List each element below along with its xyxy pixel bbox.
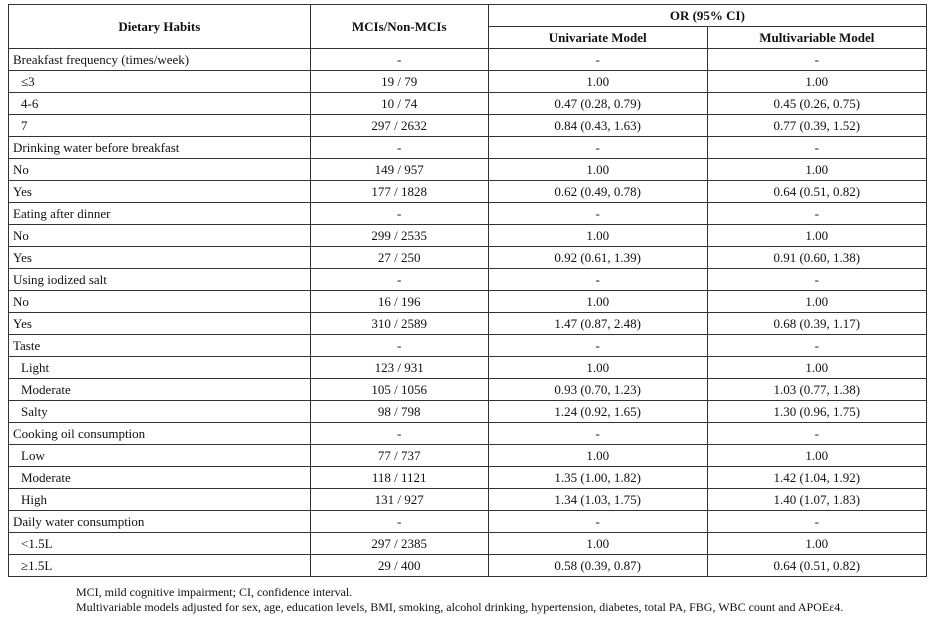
table-row [9,291,927,313]
row-multivariable: 1.00 [707,291,926,313]
row-label: No [9,291,311,313]
row-multivariable: 1.03 (0.77, 1.38) [707,379,926,401]
table-row [9,247,927,269]
row-univariate: 0.84 (0.43, 1.63) [488,115,707,137]
row-univariate: 1.00 [488,71,707,93]
row-univariate: 1.00 [488,159,707,181]
row-label: Taste [9,335,311,357]
row-ratio: 16 / 196 [310,291,488,313]
table-row [9,71,927,93]
table-row [9,379,927,401]
table-row [9,489,927,511]
table-row [9,159,927,181]
row-label: Breakfast frequency (times/week) [9,49,311,71]
row-multivariable: - [707,269,926,291]
row-ratio: - [310,269,488,291]
row-multivariable: 1.00 [707,225,926,247]
row-univariate: - [488,203,707,225]
row-univariate: 1.00 [488,533,707,555]
row-univariate: 0.58 (0.39, 0.87) [488,555,707,577]
table-row [9,225,927,247]
row-ratio: 149 / 957 [310,159,488,181]
row-label: Eating after dinner [9,203,311,225]
table-row [9,137,927,159]
row-multivariable: 0.45 (0.26, 0.75) [707,93,926,115]
row-ratio: 29 / 400 [310,555,488,577]
row-ratio: 105 / 1056 [310,379,488,401]
row-univariate: - [488,335,707,357]
header-mci-ratio: MCIs/Non-MCIs [310,5,488,49]
table-row [9,181,927,203]
row-label: Using iodized salt [9,269,311,291]
row-ratio: 77 / 737 [310,445,488,467]
row-univariate: 1.24 (0.92, 1.65) [488,401,707,423]
row-univariate: - [488,511,707,533]
row-univariate: 0.47 (0.28, 0.79) [488,93,707,115]
table-row [9,115,927,137]
row-ratio: 19 / 79 [310,71,488,93]
table-row [9,269,927,291]
row-ratio: 98 / 798 [310,401,488,423]
row-ratio: 10 / 74 [310,93,488,115]
row-univariate: 1.47 (0.87, 2.48) [488,313,707,335]
row-label: High [9,489,311,511]
row-multivariable: 0.64 (0.51, 0.82) [707,555,926,577]
row-multivariable: 1.30 (0.96, 1.75) [707,401,926,423]
row-multivariable: 1.00 [707,71,926,93]
row-label: ≤3 [9,71,311,93]
footnote-adjustment: Multivariable models adjusted for sex, age, education levels, BMI, smoking, alcohol drinking, hypertension, diabetes, total PA, FBG, WBC count and APOEε4. [76,600,844,614]
row-ratio: 131 / 927 [310,489,488,511]
header-odds-ratio: OR (95% CI) [488,5,926,27]
row-univariate: - [488,423,707,445]
row-ratio: 310 / 2589 [310,313,488,335]
row-multivariable: - [707,511,926,533]
row-label: ≥1.5L [9,555,311,577]
row-label: 7 [9,115,311,137]
table-row [9,533,927,555]
table-row [9,445,927,467]
row-ratio: - [310,137,488,159]
header-dietary-habits: Dietary Habits [9,5,311,49]
row-multivariable: 1.00 [707,533,926,555]
table-row [9,49,927,71]
row-multivariable: 1.40 (1.07, 1.83) [707,489,926,511]
row-multivariable: - [707,49,926,71]
row-label: Yes [9,247,311,269]
row-label: Daily water consumption [9,511,311,533]
row-label: Cooking oil consumption [9,423,311,445]
row-multivariable: - [707,423,926,445]
row-multivariable: - [707,335,926,357]
row-ratio: - [310,49,488,71]
row-label: Yes [9,181,311,203]
row-label: 4-6 [9,93,311,115]
row-ratio: 118 / 1121 [310,467,488,489]
row-multivariable: 0.68 (0.39, 1.17) [707,313,926,335]
row-label: Moderate [9,467,311,489]
row-multivariable: 1.42 (1.04, 1.92) [707,467,926,489]
row-label: Moderate [9,379,311,401]
row-ratio: 123 / 931 [310,357,488,379]
row-multivariable: 0.91 (0.60, 1.38) [707,247,926,269]
row-ratio: - [310,335,488,357]
table-row [9,401,927,423]
row-ratio: - [310,203,488,225]
table-row [9,423,927,445]
table-footnotes [76,585,843,615]
row-ratio: 299 / 2535 [310,225,488,247]
row-ratio: 177 / 1828 [310,181,488,203]
row-label: Yes [9,313,311,335]
row-label: Low [9,445,311,467]
row-univariate: 1.00 [488,225,707,247]
row-univariate: - [488,137,707,159]
row-univariate: 1.00 [488,357,707,379]
row-multivariable: 0.77 (0.39, 1.52) [707,115,926,137]
row-label: <1.5L [9,533,311,555]
row-ratio: 27 / 250 [310,247,488,269]
row-univariate: - [488,49,707,71]
row-univariate: 0.93 (0.70, 1.23) [488,379,707,401]
row-univariate: 1.34 (1.03, 1.75) [488,489,707,511]
row-multivariable: - [707,203,926,225]
row-ratio: 297 / 2632 [310,115,488,137]
table-row [9,511,927,533]
table-row [9,467,927,489]
dietary-habits-table [8,4,927,577]
row-univariate: 1.00 [488,291,707,313]
row-ratio: - [310,511,488,533]
header-multivariable-model: Multivariable Model [707,27,926,49]
row-ratio: - [310,423,488,445]
footnote-abbreviations: MCI, mild cognitive impairment; CI, confidence interval. [76,585,353,599]
row-multivariable: 1.00 [707,445,926,467]
table-row [9,93,927,115]
row-label: Drinking water before breakfast [9,137,311,159]
table-row [9,203,927,225]
header-univariate-model: Univariate Model [488,27,707,49]
row-multivariable: 1.00 [707,357,926,379]
table-row [9,555,927,577]
row-label: No [9,159,311,181]
row-univariate: 0.92 (0.61, 1.39) [488,247,707,269]
row-label: Light [9,357,311,379]
row-univariate: 1.00 [488,445,707,467]
row-univariate: - [488,269,707,291]
table-row [9,335,927,357]
row-multivariable: 1.00 [707,159,926,181]
table-row [9,313,927,335]
row-label: No [9,225,311,247]
row-multivariable: 0.64 (0.51, 0.82) [707,181,926,203]
row-univariate: 1.35 (1.00, 1.82) [488,467,707,489]
row-label: Salty [9,401,311,423]
row-univariate: 0.62 (0.49, 0.78) [488,181,707,203]
table-row [9,357,927,379]
row-multivariable: - [707,137,926,159]
row-ratio: 297 / 2385 [310,533,488,555]
